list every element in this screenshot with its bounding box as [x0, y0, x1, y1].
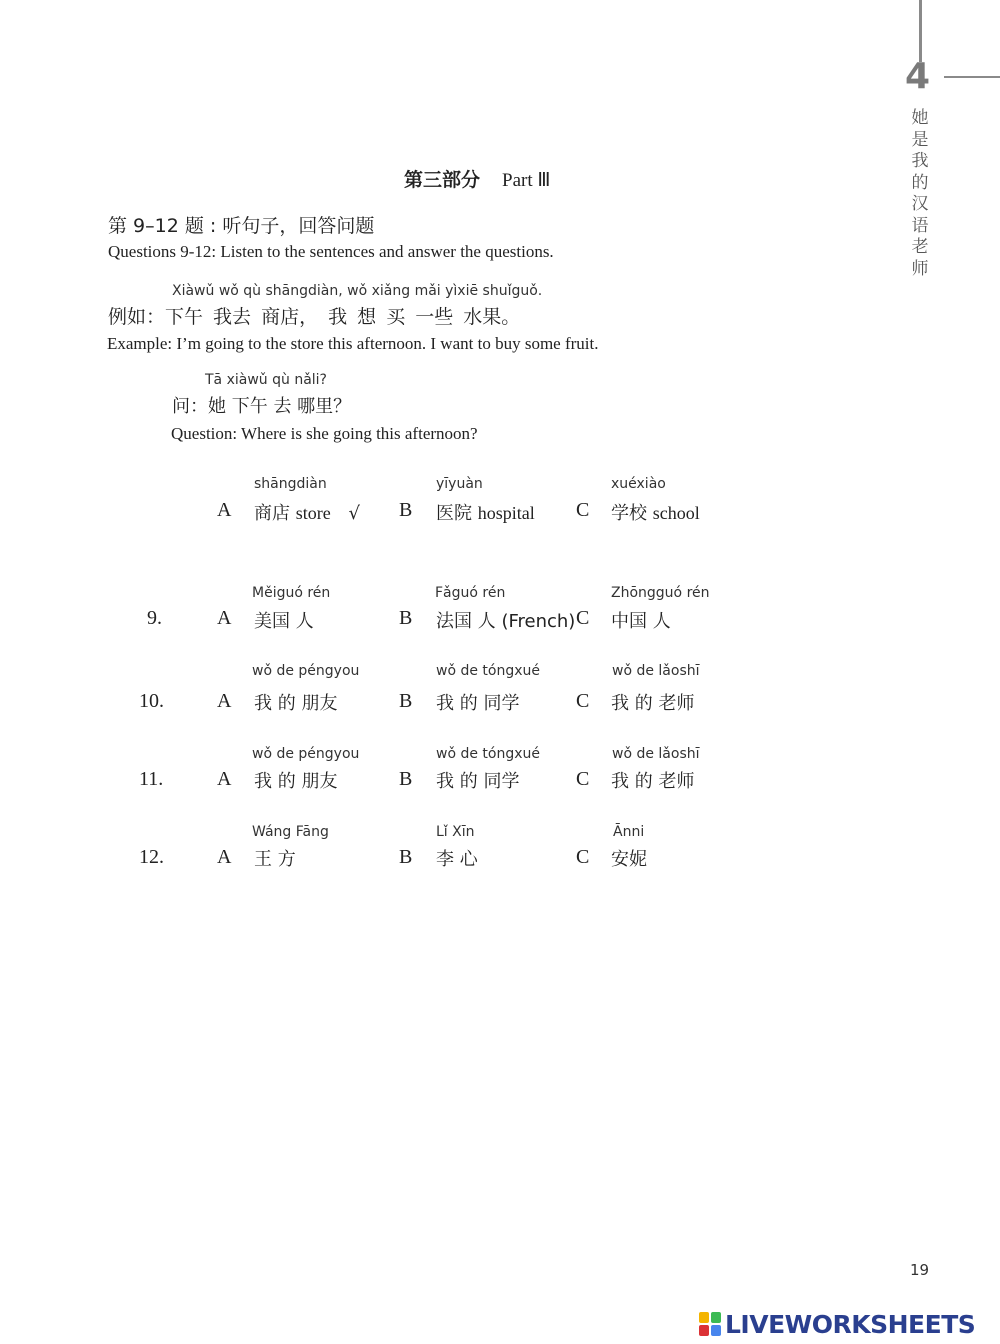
question-en: Question: Where is she going this afternoon? — [171, 424, 478, 443]
chapter-tab-horizontal-rule — [944, 76, 1000, 78]
example-zh: 例如：下午 我去 商店， 我 想 买 一些 水果。 — [108, 306, 521, 328]
badge-cell — [699, 1312, 709, 1323]
option-pinyin: Wáng Fāng — [252, 824, 329, 840]
option-pinyin: Lǐ Xīn — [436, 824, 475, 840]
q10-option-c[interactable]: 我 的 老师 — [611, 693, 695, 714]
option-pinyin: Zhōngguó rén — [611, 585, 710, 601]
example-option-c-en: school — [652, 503, 700, 523]
chapter-title-vertical — [909, 108, 931, 280]
chapter-number: 4 — [905, 56, 931, 97]
option-pinyin: wǒ de lǎoshī — [612, 746, 700, 762]
option-pinyin: wǒ de péngyou — [252, 663, 360, 679]
example-option-c-pinyin: xuéxiào — [611, 476, 666, 492]
q11-option-c[interactable]: 我 的 老师 — [611, 771, 695, 792]
question-number: 10. — [139, 690, 164, 712]
q10-option-a[interactable]: 我 的 朋友 — [254, 693, 338, 714]
option-letter: B — [399, 846, 413, 868]
chapter-title-char: 是 — [911, 129, 929, 150]
option-letter: A — [217, 846, 232, 868]
option-letter: C — [576, 607, 590, 629]
section-heading-zh: 第三部分 — [404, 169, 481, 191]
q12-option-a[interactable]: 王 方 — [254, 849, 296, 870]
question-number: 11. — [139, 768, 164, 790]
example-option-a[interactable] — [254, 499, 360, 525]
chapter-tab-vertical-rule — [919, 0, 922, 62]
option-letter: B — [399, 768, 413, 790]
example-option-b-zh: 医院 — [436, 503, 472, 524]
section-heading — [404, 165, 550, 192]
liveworksheets-wordmark: LIVEWORKSHEETS — [725, 1309, 976, 1339]
q12-option-b[interactable]: 李 心 — [436, 849, 478, 870]
option-pinyin: wǒ de tóngxué — [436, 746, 541, 762]
example-option-b-letter: B — [399, 499, 413, 521]
chapter-title-char: 语 — [911, 215, 929, 236]
example-option-b[interactable] — [436, 499, 535, 525]
option-letter: B — [399, 607, 413, 629]
q11-option-a[interactable]: 我 的 朋友 — [254, 771, 338, 792]
example-option-c-letter: C — [576, 499, 590, 521]
option-pinyin: Fǎguó rén — [435, 585, 506, 601]
option-letter: A — [217, 690, 232, 712]
badge-cell — [711, 1325, 721, 1336]
chapter-title-char: 她 — [911, 108, 929, 128]
badge-cell — [699, 1325, 709, 1336]
example-pinyin: Xiàwǔ wǒ qù shāngdiàn, wǒ xiǎng mǎi yìxiē shuǐguǒ. — [172, 283, 543, 299]
q9-option-a[interactable]: 美国 人 — [254, 611, 314, 632]
example-option-a-zh: 商店 — [254, 503, 290, 524]
page-number: 19 — [910, 1261, 930, 1279]
question-zh: 问：她 下午 去 哪里？ — [172, 396, 352, 417]
option-pinyin: wǒ de péngyou — [252, 746, 360, 762]
instructions-en: Questions 9-12: Listen to the sentences and answer the questions. — [108, 242, 554, 261]
chapter-title-char: 的 — [911, 172, 929, 193]
option-letter: C — [576, 768, 590, 790]
instructions-zh: 第 9–12 题 : 听句子，回答问题 — [108, 215, 375, 237]
option-letter: A — [217, 607, 232, 629]
example-option-b-pinyin: yīyuàn — [436, 476, 483, 492]
check-mark-icon: √ — [348, 503, 360, 524]
option-letter: C — [576, 846, 590, 868]
option-letter: B — [399, 690, 413, 712]
example-option-c[interactable] — [611, 499, 700, 525]
option-letter: A — [217, 768, 232, 790]
option-pinyin: wǒ de lǎoshī — [612, 663, 700, 679]
option-letter: C — [576, 690, 590, 712]
example-option-c-zh: 学校 — [611, 503, 647, 524]
liveworksheets-logo — [699, 1310, 975, 1338]
q11-option-b[interactable]: 我 的 同学 — [436, 771, 520, 792]
q9-option-c[interactable]: 中国 人 — [611, 611, 671, 632]
chapter-title-char: 师 — [911, 258, 929, 279]
example-option-b-en: hospital — [477, 503, 535, 523]
example-option-a-letter: A — [217, 499, 232, 521]
question-pinyin: Tā xiàwǔ qù nǎli? — [205, 372, 327, 388]
example-option-a-pinyin: shāngdiàn — [254, 476, 327, 492]
badge-cell — [711, 1312, 721, 1323]
question-number: 9. — [147, 607, 162, 629]
example-option-a-en: store — [295, 503, 331, 523]
option-pinyin: Měiguó rén — [252, 585, 331, 601]
option-pinyin: wǒ de tóngxué — [436, 663, 541, 679]
chapter-title-char: 老 — [911, 237, 929, 257]
option-pinyin: Ānni — [613, 824, 645, 840]
chapter-title-char: 我 — [911, 151, 929, 171]
q12-option-c[interactable]: 安妮 — [611, 849, 647, 870]
q9-option-b[interactable]: 法国 人 (French) — [436, 611, 576, 632]
question-number: 12. — [139, 846, 164, 868]
section-heading-en: Part Ⅲ — [502, 170, 551, 191]
q10-option-b[interactable]: 我 的 同学 — [436, 693, 520, 714]
liveworksheets-badge-icon — [699, 1312, 721, 1336]
example-en: Example: I’m going to the store this afternoon. I want to buy some fruit. — [107, 334, 599, 353]
chapter-title-char: 汉 — [911, 194, 929, 214]
